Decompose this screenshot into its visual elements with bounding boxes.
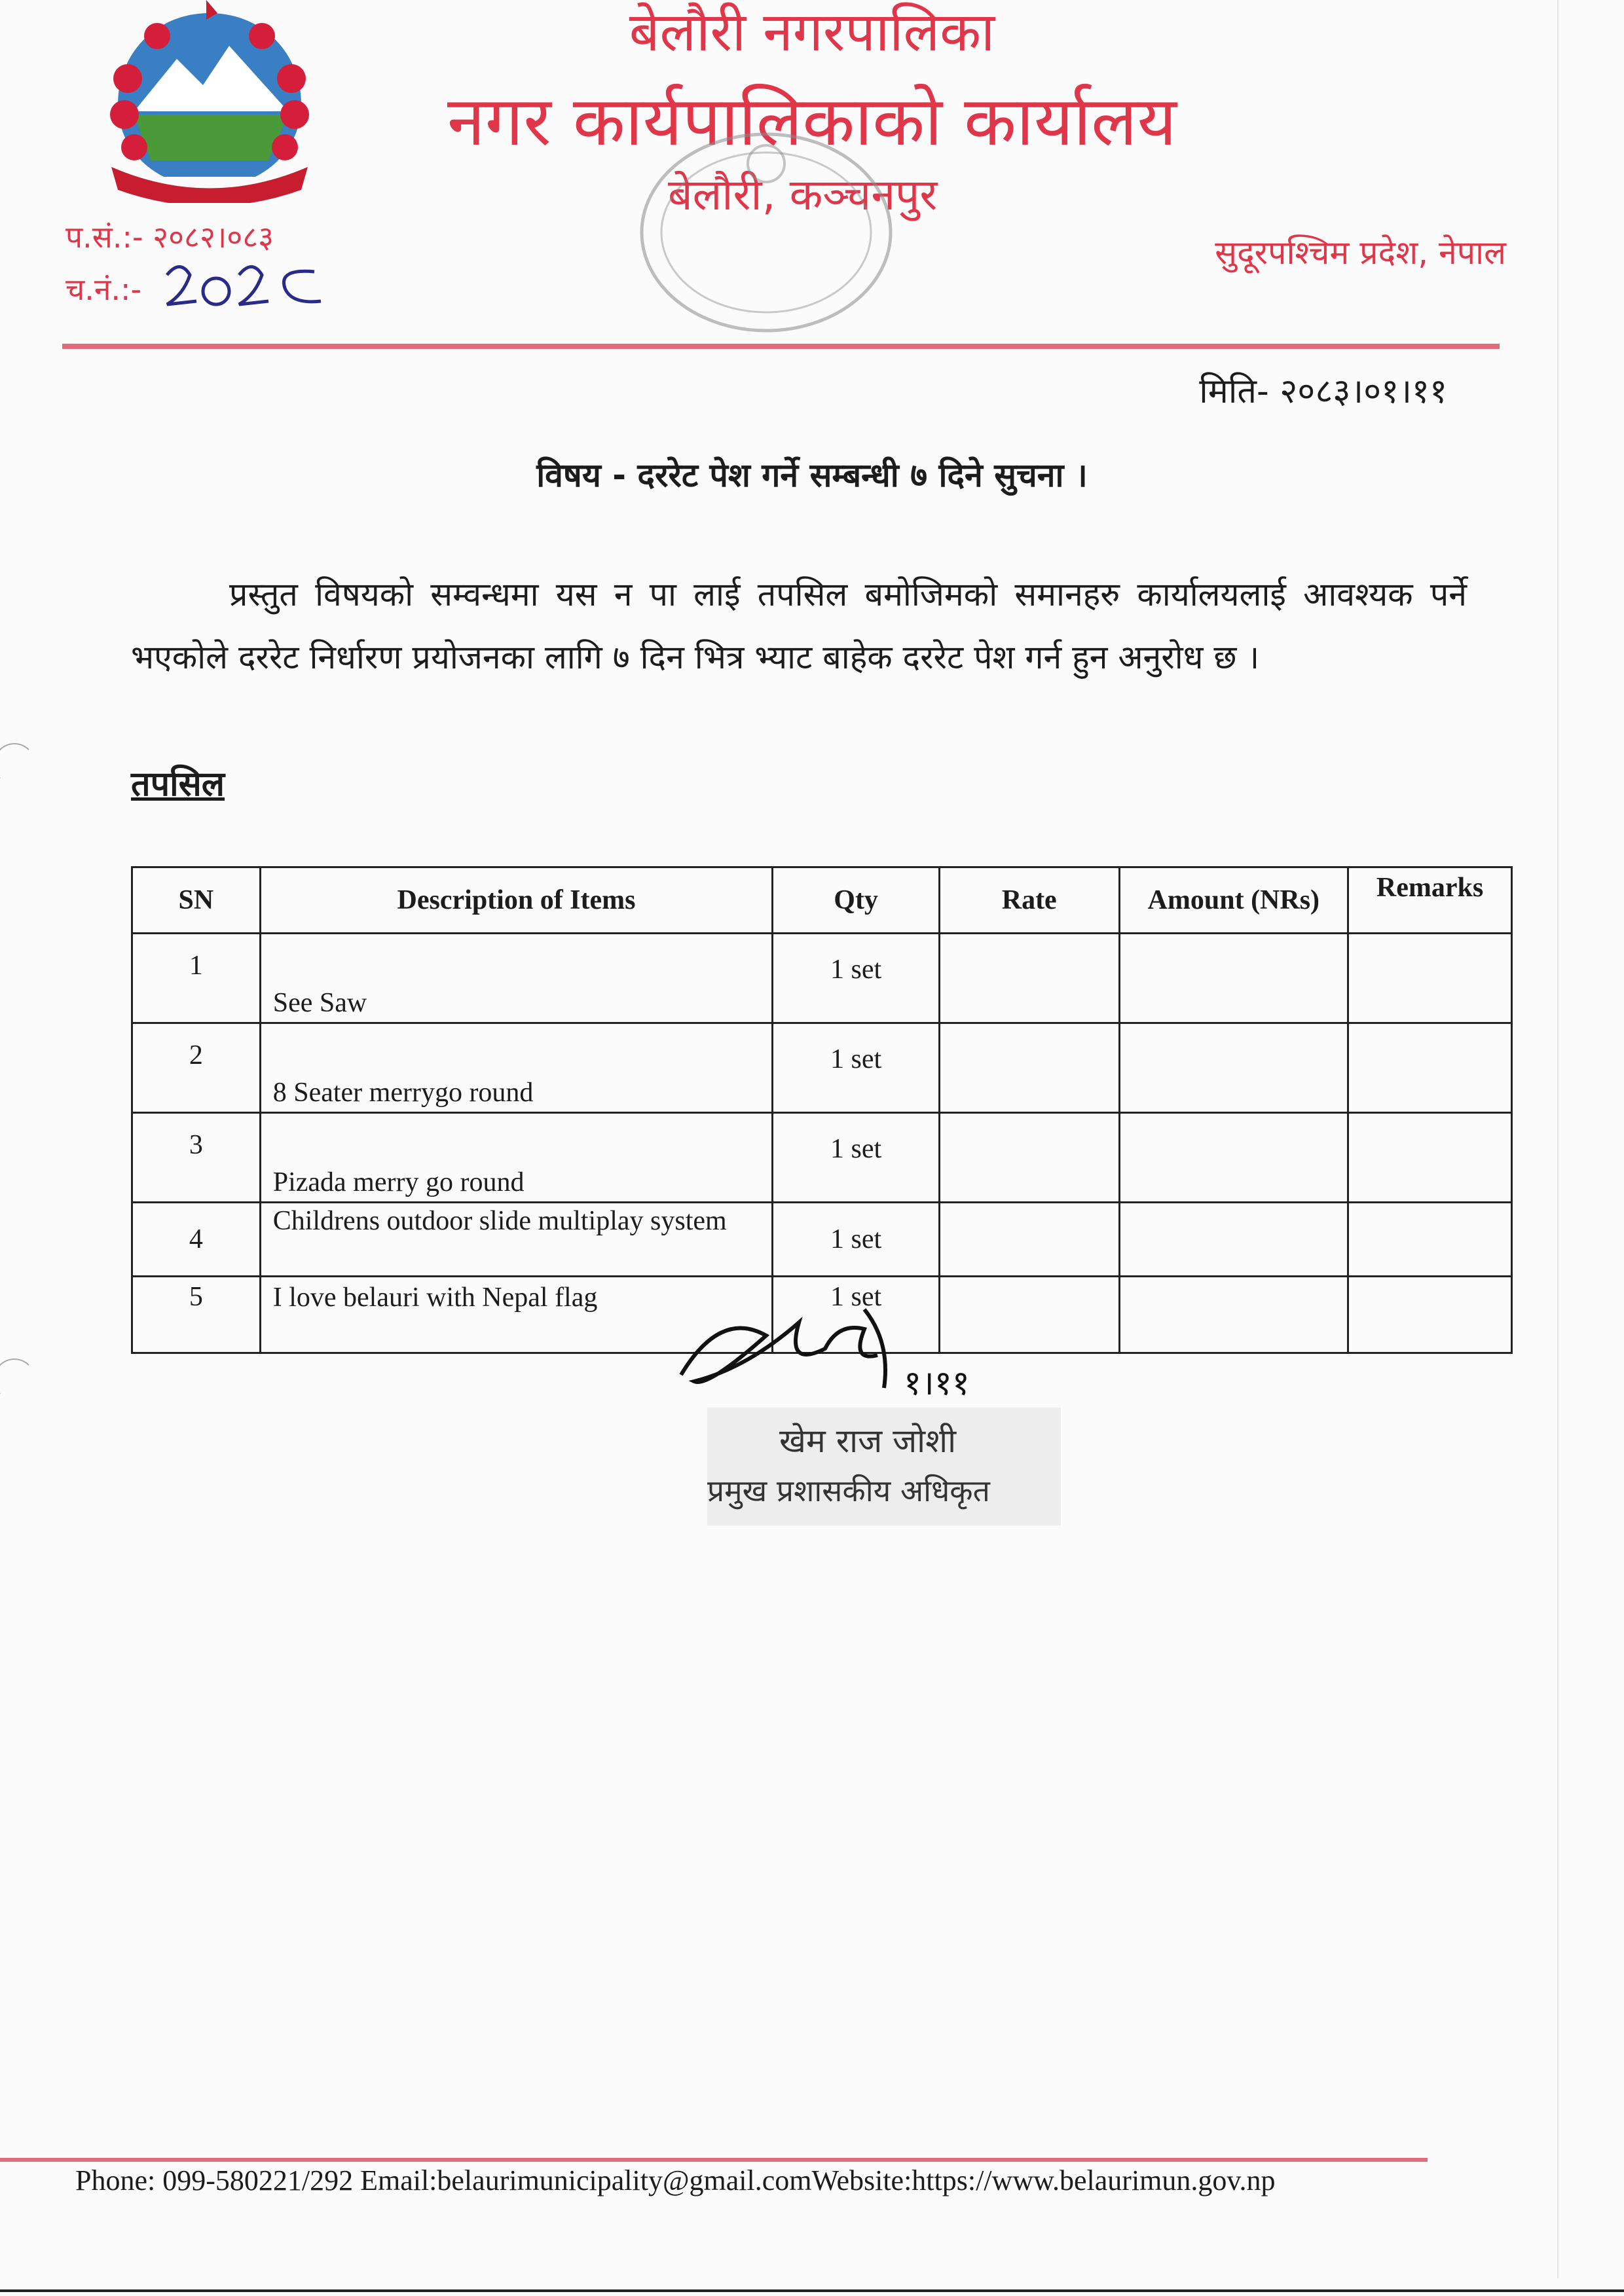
row-description: 8 Seater merrygo round: [260, 1023, 773, 1113]
handwritten-dispatch-number: [160, 255, 331, 314]
signatory-name: खेम राज जोशी: [779, 1422, 957, 1460]
row-description: Childrens outdoor slide multiplay system: [260, 1203, 773, 1277]
signatory-title: प्रमुख प्रशासकीय अधिकृत: [707, 1473, 990, 1508]
table-row: [132, 1203, 1512, 1277]
row-remarks: [1348, 1203, 1512, 1277]
province: सुदूरपश्चिम प्रदेश, नेपाल: [1215, 234, 1506, 272]
letter-subject: विषय - दररेट पेश गर्ने सम्बन्धी ७ दिने सुचना ।: [536, 456, 1088, 494]
office-address: बेलौरी, कञ्चनपुर: [668, 170, 938, 220]
column-header-rate: Rate: [939, 867, 1119, 934]
column-header-remarks: Remarks: [1348, 867, 1512, 934]
footer-divider: [0, 2158, 1428, 2162]
row-description: Pizada merry go round: [260, 1113, 773, 1203]
footer-contact: Phone: 099-580221/292 Email:belaurimunicipality@gmail.comWebsite:https://www.belaurimun.gov.np: [75, 2164, 1276, 2196]
row-rate: [939, 1113, 1119, 1203]
row-qty: 1 set: [773, 1203, 940, 1277]
column-header-qty: Qty: [773, 867, 940, 934]
row-sn: 1: [132, 934, 261, 1023]
column-header-sn: SN: [132, 867, 261, 934]
row-remarks: [1348, 934, 1512, 1023]
row-amount: [1119, 1203, 1348, 1277]
page-bottom-edge: [0, 2289, 1624, 2292]
row-qty: 1 set: [773, 1023, 940, 1113]
table-row: [132, 934, 1512, 1023]
row-rate: [939, 1023, 1119, 1113]
details-heading: तपसिल: [131, 765, 225, 804]
letter-body: प्रस्तुत विषयको सम्वन्धमा यस न पा लाई तपसिल बमोजिमको समानहरु कार्यालयलाई आवश्यक पर्ने भएकोले दररेट निर्धारण प्रयोजनका लागि ७ दिन भित्र भ्याट बाहेक दररेट पेश गर्न हुन अनुरोध छ ।: [131, 575, 1467, 676]
row-qty: 1 set: [773, 934, 940, 1023]
row-sn: 2: [132, 1023, 261, 1113]
row-amount: [1119, 934, 1348, 1023]
row-sn: 5: [132, 1277, 261, 1353]
punch-hole-icon: [0, 743, 35, 785]
row-qty: 1 set: [773, 1277, 940, 1353]
reference-number: प.सं.:- २०८२।०८३: [65, 219, 274, 255]
row-description: See Saw: [260, 934, 773, 1023]
office-name: नगर कार्यपालिकाको कार्यालय: [447, 81, 1177, 161]
column-header-description: Description of Items: [260, 867, 773, 934]
row-rate: [939, 934, 1119, 1023]
items-table: [131, 866, 1513, 1354]
row-amount: [1119, 1113, 1348, 1203]
punch-hole-icon: [0, 1358, 35, 1400]
row-sn: 4: [132, 1203, 261, 1277]
row-remarks: [1348, 1023, 1512, 1113]
row-remarks: [1348, 1113, 1512, 1203]
row-amount: [1119, 1023, 1348, 1113]
table-header-row: [132, 867, 1512, 934]
signature-date: १।११: [904, 1364, 970, 1403]
row-qty: 1 set: [773, 1113, 940, 1203]
municipality-name: बेलौरी नगरपालिका: [629, 1, 995, 64]
dispatch-number-label: च.नं.:-: [65, 272, 142, 307]
table-row: [132, 1113, 1512, 1203]
row-amount: [1119, 1277, 1348, 1353]
row-sn: 3: [132, 1113, 261, 1203]
row-remarks: [1348, 1277, 1512, 1353]
table-row: [132, 1023, 1512, 1113]
row-rate: [939, 1203, 1119, 1277]
header-divider: [62, 344, 1500, 349]
page-edge: [1557, 0, 1559, 2278]
row-description: I love belauri with Nepal flag: [260, 1277, 773, 1353]
column-header-amount: Amount (NRs): [1119, 867, 1348, 934]
handwritten-signature: [668, 1296, 1074, 1414]
office-seal-icon: [629, 124, 904, 340]
letter-date: मिति- २०८३।०१।११: [1199, 372, 1447, 411]
